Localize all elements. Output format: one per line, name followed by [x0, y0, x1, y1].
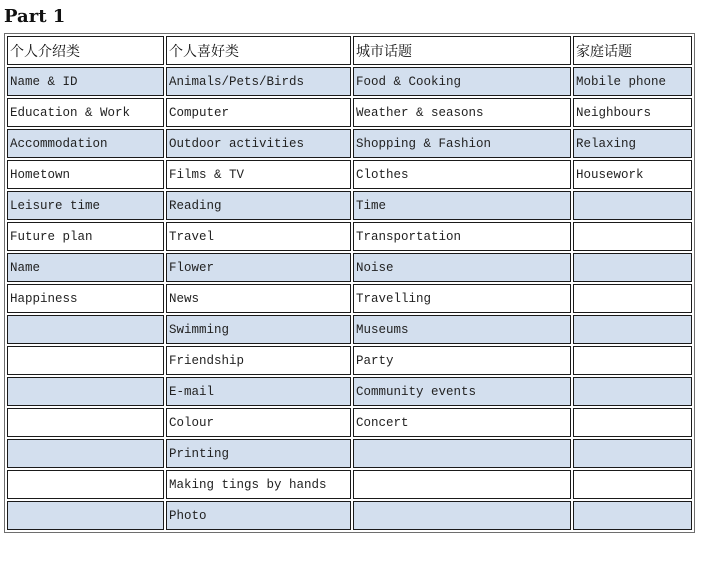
table-row	[7, 98, 692, 127]
table-row	[7, 470, 692, 499]
table-row	[7, 67, 692, 96]
table-cell: Name	[7, 253, 164, 282]
table-cell	[7, 439, 164, 468]
table-row	[7, 439, 692, 468]
table-cell: Housework	[573, 160, 692, 189]
table-cell: Swimming	[166, 315, 351, 344]
table-row	[7, 377, 692, 406]
table-cell	[573, 253, 692, 282]
table-cell: Food & Cooking	[353, 67, 571, 96]
table-cell: Name & ID	[7, 67, 164, 96]
table-cell: Travelling	[353, 284, 571, 313]
table-cell	[573, 408, 692, 437]
table-cell: Travel	[166, 222, 351, 251]
table-cell: Reading	[166, 191, 351, 220]
table-cell: Museums	[353, 315, 571, 344]
table-cell	[7, 408, 164, 437]
table-cell: News	[166, 284, 351, 313]
table-cell: Neighbours	[573, 98, 692, 127]
table-cell	[573, 439, 692, 468]
table-cell	[7, 315, 164, 344]
table-cell: Party	[353, 346, 571, 375]
table-row	[7, 253, 692, 282]
table-cell: Education & Work	[7, 98, 164, 127]
table-cell	[573, 377, 692, 406]
table-row	[7, 284, 692, 313]
table-cell: Mobile phone	[573, 67, 692, 96]
table-cell	[573, 284, 692, 313]
table-cell: Animals/Pets/Birds	[166, 67, 351, 96]
table-row	[7, 346, 692, 375]
table-cell	[7, 470, 164, 499]
table-row	[7, 501, 692, 530]
table-cell: Outdoor activities	[166, 129, 351, 158]
table-cell	[573, 346, 692, 375]
table-cell: Noise	[353, 253, 571, 282]
table-cell: Weather & seasons	[353, 98, 571, 127]
header-personal-preferences: 个人喜好类	[166, 36, 351, 65]
table-cell: Future plan	[7, 222, 164, 251]
table-cell: Community events	[353, 377, 571, 406]
table-cell: Friendship	[166, 346, 351, 375]
header-city-topics: 城市话题	[353, 36, 571, 65]
table-cell: Accommodation	[7, 129, 164, 158]
topics-table	[4, 33, 695, 533]
table-row	[7, 408, 692, 437]
table-cell: Shopping & Fashion	[353, 129, 571, 158]
table-cell: Transportation	[353, 222, 571, 251]
table-cell	[573, 470, 692, 499]
table-row	[7, 191, 692, 220]
table-cell: Happiness	[7, 284, 164, 313]
table-cell: Computer	[166, 98, 351, 127]
table-cell: E-mail	[166, 377, 351, 406]
table-cell	[7, 501, 164, 530]
table-cell: Colour	[166, 408, 351, 437]
table-cell	[353, 501, 571, 530]
table-cell: Leisure time	[7, 191, 164, 220]
table-cell: Printing	[166, 439, 351, 468]
table-cell	[573, 222, 692, 251]
table-cell: Flower	[166, 253, 351, 282]
header-personal-intro: 个人介绍类	[7, 36, 164, 65]
table-cell: Clothes	[353, 160, 571, 189]
header-family-topics: 家庭话题	[573, 36, 692, 65]
table-cell: Hometown	[7, 160, 164, 189]
table-cell	[573, 501, 692, 530]
table-cell: Time	[353, 191, 571, 220]
table-row	[7, 160, 692, 189]
table-cell	[353, 439, 571, 468]
table-cell	[7, 346, 164, 375]
table-cell	[573, 191, 692, 220]
table-cell: Relaxing	[573, 129, 692, 158]
table-cell: Photo	[166, 501, 351, 530]
table-cell: Films & TV	[166, 160, 351, 189]
header-row	[7, 36, 692, 65]
table-cell	[353, 470, 571, 499]
table-cell	[7, 377, 164, 406]
table-row	[7, 315, 692, 344]
table-row	[7, 129, 692, 158]
table-cell: Concert	[353, 408, 571, 437]
table-cell: Making tings by hands	[166, 470, 351, 499]
page-title: Part 1	[4, 6, 66, 27]
table-cell	[573, 315, 692, 344]
table-row	[7, 222, 692, 251]
